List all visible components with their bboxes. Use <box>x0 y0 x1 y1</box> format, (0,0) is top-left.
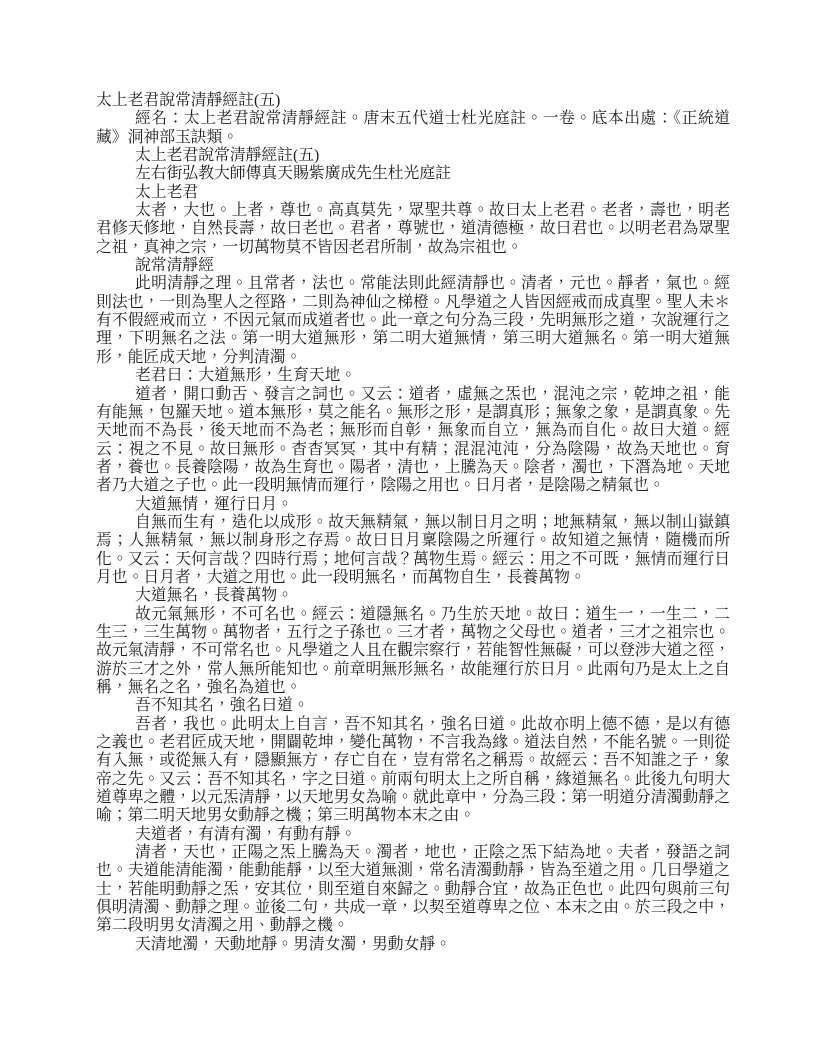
paragraph-scripture: 太上老君 <box>135 183 199 201</box>
document-title: 太上老君說常清靜經註(五) <box>96 92 281 109</box>
paragraph-meta: 經名：太上老君說常清靜經註。唐末五代道士杜光庭註。一卷。底本出處：《正統道藏》洞神部玉訣類。 <box>96 110 730 146</box>
paragraph-scripture: 大道無情，運行日月。 <box>135 495 293 513</box>
paragraph-scripture: 夫道者，有清有濁，有動有靜。 <box>135 825 357 843</box>
paragraph-scripture: 說常清靜經 <box>135 257 214 275</box>
paragraph-heading: 太上老君說常清靜經註(五) <box>135 147 320 165</box>
paragraph-commentary: 自無而生有，造化以成形。故天無精氣，無以制日月之明；地無精氣，無以制山嶽鎮焉；人無精氣，無以制身形之存焉。故曰日月稟陰陽之所運行。故知道之無情，隨機而所化。又云：天何言哉？四時行焉；地何言哉？萬物生焉。經云：用之不可既，無情而運行日月也。日月者，大道之用也。此一段明無名，而萬物自生，長養萬物。 <box>96 513 730 586</box>
paragraph-commentary: 故元氣無形，不可名也。經云：道隱無名。乃生於天地。故曰：道生一，一生二，二生三，三生萬物。萬物者，五行之子孫也。三才者，萬物之父母也。道者，三才之祖宗也。故元氣清靜，不可常名也。凡學道之人且在觀宗察行，若能智性無礙，可以登涉大道之徑，游於三才之外，常人無所能知也。前章明無形無名，故能運行於日月。此兩句乃是太上之自稱，無名之名，強名為道也。 <box>96 605 730 696</box>
paragraph-scripture: 天清地濁，天動地靜。男清女濁，男動女靜。 <box>135 935 451 953</box>
paragraph-commentary: 道者，開口動舌、發言之詞也。又云：道者，虛無之炁也，混沌之宗，乾坤之祖，能有能無，包羅天地。道本無形，莫之能名。無形之形，是謂真形；無象之象，是謂真象。先天地而不為長，後天地而不為老；無形而自彰，無象而自立，無為而自化。故曰大道。經云：視之不見。故曰無形。杳杳冥冥，其中有精；混混沌沌，分為陰陽，故為天地也。育者，養也。長養陰陽，故為生育也。陽者，清也，上騰為天。陰者，濁也，下潛為地。天地者乃大道之子也。此一段明無情而運行，陰陽之用也。日月者，是陰陽之精氣也。 <box>96 385 730 495</box>
paragraph-commentary: 吾者，我也。此明太上自言，吾不知其名，強名曰道。此故亦明上德不德，是以有德之義也。老君匠成天地，開闢乾坤，變化萬物，不言我為緣。道法自然，不能名號。一則從有入無，或從無入有，隱顯無方，存亡自在，豈有常名之稱焉。故經云：吾不知誰之子，象帝之先。又云：吾不知其名，字之曰道。前兩句明太上之所自稱，緣道無名。此後九句明大道尊卑之體，以元炁清靜，以天地男女為喻。就此章中，分為三段：第一明道分清濁動靜之喻；第二明天地男女動靜之機；第三明萬物本末之由。 <box>96 715 730 825</box>
paragraph-scripture: 大道無名，長養萬物。 <box>135 587 293 605</box>
paragraph-scripture: 老君曰：大道無形，生育天地。 <box>135 367 357 385</box>
paragraph-commentary: 清者，天也，正陽之炁上騰為天。濁者，地也，正陰之炁下結為地。夫者，發語之詞也。夫道能清能濁，能動能靜，以至大道無測，常名清濁動靜，皆為至道之用。几曰學道之士，若能明動靜之炁，安其位，則至道自來歸之。動靜合宜，故為正色也。此四句與前三句俱明清濁、動靜之理。並後二句，共成一章，以契至道尊卑之位、本末之由。於三段之中，第二段明男女清濁之用、動靜之機。 <box>96 844 730 935</box>
paragraph-attribution: 左右街弘教大師傳真天賜紫廣成先生杜光庭註 <box>135 165 451 183</box>
document-body <box>96 92 730 954</box>
paragraph-commentary: 此明清靜之理。且常者，法也。常能法則此經清靜也。清者，元也。靜者，氣也。經則法也，一則為聖人之徑路，二則為神仙之梯橙。凡學道之人皆因經戒而成真聖。聖人未＊有不假經戒而立，不因元氣而成道者也。此一章之句分為三段，先明無形之道，次說運行之理，下明無名之法。第一明大道無形，第二明大道無情，第三明大道無名。第一明大道無形，能匠成天地，分判清濁。 <box>96 275 730 366</box>
paragraph-scripture: 吾不知其名，強名曰道。 <box>135 697 309 715</box>
paragraph-commentary: 太者，大也。上者，尊也。高真莫先，眾聖共尊。故曰太上老君。老者，壽也，明老君修天修地，自然長壽，故曰老也。君者，尊號也，道清德極，故曰君也。以明老君為眾聖之祖，真神之宗，一切萬物莫不皆因老君所制，故為宗祖也。 <box>96 202 730 256</box>
